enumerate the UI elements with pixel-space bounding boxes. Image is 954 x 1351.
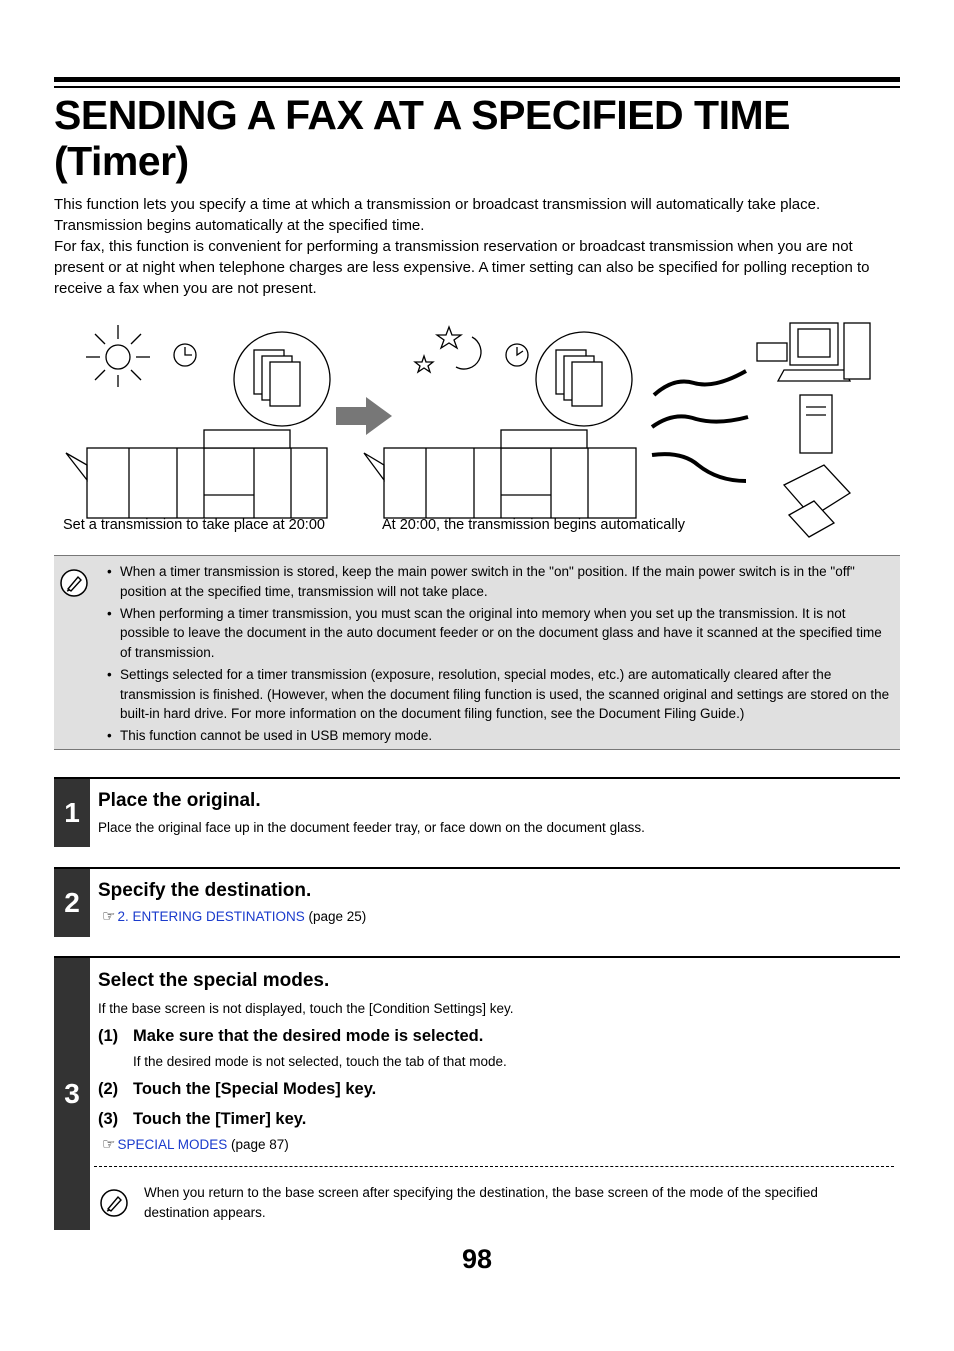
- intro-paragraph: For fax, this function is convenient for performing a transmission reservation or broadcast transmission when you are not present or at night when telephone charges are less expensive. A timer setting can also be specified for polling reception to receive a fax when you are not present.: [54, 238, 870, 297]
- list-item: • When performing a timer transmission, you must scan the original into memory when you set up the transmission. It is not possible to leave the document in the auto document feeder or on the document glass and have it scanned at the specified time of transmission.: [114, 604, 894, 663]
- pencil-note-icon: [60, 569, 88, 597]
- fax-machine-icon: [784, 465, 850, 537]
- substep-text: If the desired mode is not selected, touch the tab of that mode.: [133, 1054, 507, 1069]
- document-bubble: [234, 332, 330, 426]
- step-1: [54, 777, 900, 847]
- page-reference: [102, 1135, 289, 1153]
- substep-2: [98, 1080, 376, 1099]
- title-rule-thin: [54, 86, 900, 88]
- moon-icon: [456, 337, 481, 369]
- substep-3: [98, 1110, 306, 1129]
- copier-machine: [364, 430, 636, 518]
- step-2: [54, 867, 900, 937]
- step-heading: Specify the destination.: [98, 880, 312, 901]
- title-line-2: (Timer): [54, 138, 189, 184]
- substep-number: (2): [98, 1080, 119, 1098]
- pencil-note-icon: [100, 1189, 128, 1217]
- reference-page: (page 87): [231, 1137, 289, 1152]
- page-number: 98: [461, 1244, 493, 1274]
- dashed-divider: [94, 1166, 894, 1167]
- pointing-hand-icon: ☞: [102, 1136, 116, 1153]
- clock-icon: [506, 344, 528, 366]
- caption-right: At 20:00, the transmission begins automatically: [382, 517, 686, 533]
- arrow-right-icon: [336, 397, 392, 435]
- copier-machine: [66, 430, 327, 518]
- page-title: [54, 92, 914, 184]
- step-number: 2: [54, 869, 90, 937]
- intro-paragraph: This function lets you specify a time at which a transmission or broadcast transmission will automatically take place. Transmission begins automatically at the specified time.: [54, 196, 821, 234]
- substep-number: (3): [98, 1110, 119, 1128]
- list-item: • Settings selected for a timer transmission (exposure, resolution, special modes, etc.) are automatically cleared after the transmission is finished. (However, when the document filing function is used, the scanned original and settings are stored on the built-in hard drive. For more information on the document filing function, see the Document Filing Guide.): [114, 665, 894, 724]
- substep-heading: Touch the [Special Modes] key.: [133, 1080, 377, 1098]
- computer-icon: [757, 323, 870, 381]
- step-text: Place the original face up in the document feeder tray, or face down on the document glass.: [98, 820, 645, 835]
- step-heading: Place the original.: [98, 790, 261, 811]
- entering-destinations-link[interactable]: 2. ENTERING DESTINATIONS: [117, 909, 305, 924]
- timer-illustration: [54, 315, 900, 545]
- star-icon: [437, 327, 461, 348]
- note-box: [54, 555, 900, 750]
- title-line-1: SENDING A FAX AT A SPECIFIED TIME: [54, 92, 790, 138]
- server-icon: [800, 395, 832, 453]
- page-reference: [102, 907, 366, 925]
- pointing-hand-icon: ☞: [102, 908, 116, 925]
- step-heading: Select the special modes.: [98, 970, 330, 991]
- substep-heading: Touch the [Timer] key.: [133, 1110, 307, 1128]
- list-item: • When a timer transmission is stored, keep the main power switch in the "on" position. If the main power switch is in the "off" position at the specified time, transmission will not take place.: [114, 562, 894, 601]
- clock-icon: [174, 344, 196, 366]
- substep-heading: Make sure that the desired mode is selected.: [133, 1027, 484, 1045]
- special-modes-link[interactable]: SPECIAL MODES: [117, 1137, 228, 1152]
- title-rule-thick: [54, 77, 900, 82]
- transmission-arrow-icon: [652, 371, 748, 481]
- reference-page: (page 25): [308, 909, 367, 924]
- caption-left: Set a transmission to take place at 20:00: [63, 517, 325, 533]
- step-text: If the base screen is not displayed, touch the [Condition Settings] key.: [98, 1001, 514, 1016]
- step-note-text: When you return to the base screen after specifying the destination, the base screen of the mode of the specified destination appears.: [144, 1185, 818, 1220]
- step-3: [54, 956, 900, 1230]
- substep-number: (1): [98, 1027, 119, 1045]
- step-number: 3: [54, 958, 90, 1230]
- star-icon: [415, 356, 433, 372]
- document-bubble: [536, 332, 632, 426]
- sun-icon: [86, 325, 150, 387]
- list-item: • This function cannot be used in USB memory mode.: [114, 726, 894, 746]
- note-list: [114, 562, 894, 748]
- substep-1: [98, 1027, 483, 1046]
- step-number: 1: [54, 779, 90, 847]
- intro-text: [54, 194, 904, 299]
